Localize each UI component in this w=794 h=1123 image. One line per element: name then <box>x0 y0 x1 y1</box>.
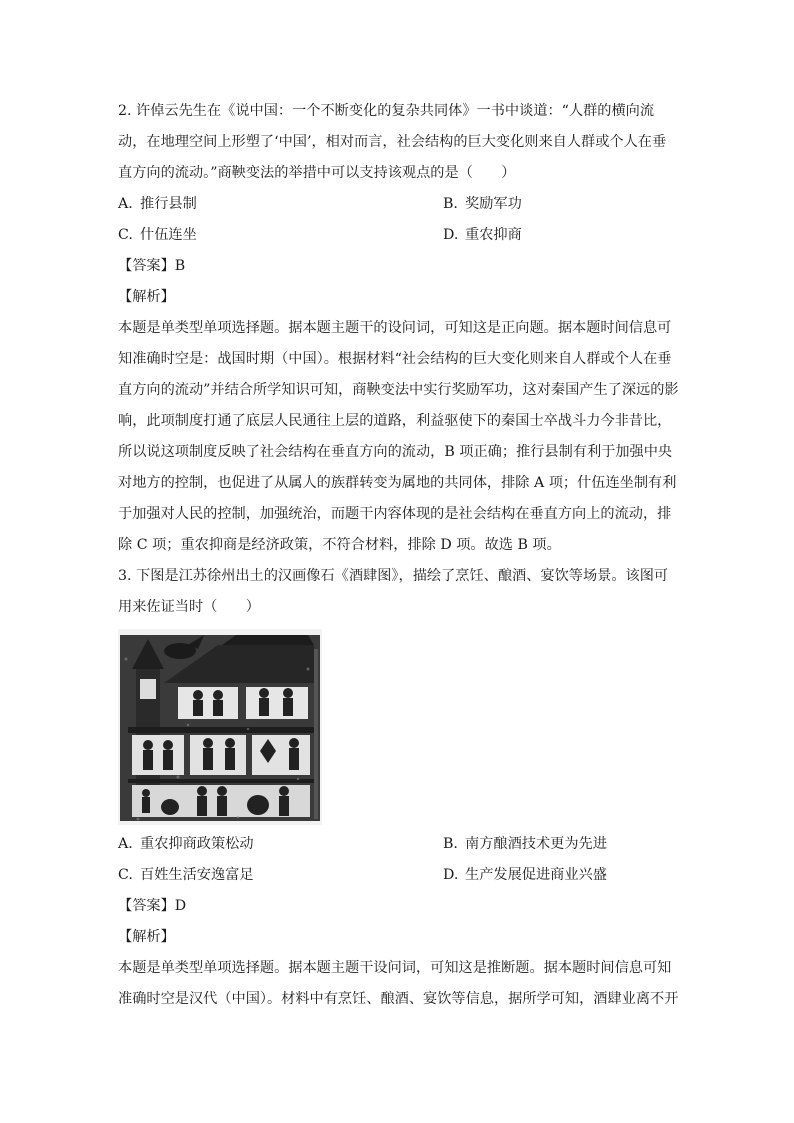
q3-answer: 【答案】D <box>118 898 187 914</box>
q2-stem-line-1: 2. 许倬云先生在《说中国：一个不断变化的复杂共同体》一书中谈道：“人群的横向流 <box>118 103 655 119</box>
q2-option-b <box>443 189 522 220</box>
q3-options-row-1 <box>118 829 684 860</box>
q3-option-a-letter: A. <box>118 836 133 852</box>
q2-analysis-line-6: 对地方的控制，也促进了从属人的族群转变为属地的共同体，排除 A 项；什伍连坐制有利 <box>118 475 677 491</box>
q2-option-d <box>443 220 522 251</box>
q3-analysis-line-1: 本题是单类型单项选择题。据本题主题干设问词，可知这是推断题。据本题时间信息可知 <box>118 960 672 976</box>
q2-option-c-letter: C. <box>118 227 133 243</box>
q2-option-a-text: 推行县制 <box>140 196 197 212</box>
q3-stem-line-1: 3. 下图是江苏徐州出土的汉画像石《酒肆图》，描绘了烹饪、酿酒、宴饮等场景。该图可 <box>118 568 669 584</box>
q2-option-c-text: 什伍连坐 <box>140 227 197 243</box>
q3-option-c-text: 百姓生活安逸富足 <box>140 867 254 883</box>
q2-option-b-text: 奖励军功 <box>465 196 522 212</box>
q2-option-c <box>118 220 197 251</box>
q2-analysis-label: 【解析】 <box>118 289 175 305</box>
q2-analysis-line-3: 直方向的流动”并结合所学知识可知，商鞅变法中实行奖励军功，这对秦国产生了深远的影 <box>118 382 679 398</box>
q3-analysis-line-2: 准确时空是汉代（中国）。材料中有烹饪、酿酒、宴饮等信息，据所学可知，酒肆业离不开 <box>118 991 679 1007</box>
q3-stem-line-2: 用来佐证当时（ ） <box>118 599 260 615</box>
question-3 <box>118 561 684 1015</box>
q2-analysis-line-1: 本题是单类型单项选择题。据本题主题干的设问词，可知这是正向题。据本题时间信息可 <box>118 320 672 336</box>
q2-analysis-line-2: 知准确时空是：战国时期（中国）。根据材料“社会结构的巨大变化则来自人群或个人在垂 <box>118 351 672 367</box>
q3-option-c <box>118 860 254 891</box>
q3-option-a-text: 重农抑商政策松动 <box>140 836 254 852</box>
q2-options-row-1 <box>118 189 684 220</box>
q2-analysis-line-8: 除 C 项；重农抑商是经济政策，不符合材料，排除 D 项。故选 B 项。 <box>118 537 561 553</box>
question-2 <box>118 96 684 561</box>
q3-option-a <box>118 829 254 860</box>
q2-option-d-letter: D. <box>443 227 459 243</box>
q3-option-b-text: 南方酿酒技术更为先进 <box>465 836 607 852</box>
q2-options-row-2 <box>118 220 684 251</box>
q2-option-b-letter: B. <box>443 196 458 212</box>
document-page <box>118 96 684 1015</box>
q3-options-row-2 <box>118 860 684 891</box>
q2-analysis-line-5: 所以说这项制度反映了社会结构在垂直方向的流动，B 项正确；推行县制有利于加强中央 <box>118 444 673 460</box>
q2-stem-line-2: 动，在地理空间上形塑了‘中国’，相对而言，社会结构的巨大变化则来自人群或个人在垂 <box>118 134 667 150</box>
q2-option-a-letter: A. <box>118 196 133 212</box>
q2-option-d-text: 重农抑商 <box>465 227 522 243</box>
q3-option-d-letter: D. <box>443 867 459 883</box>
q2-analysis-line-4: 响，此项制度打通了底层人民通往上层的道路，利益驱使下的秦国士卒战斗力今非昔比， <box>118 413 672 429</box>
q3-option-b <box>443 829 607 860</box>
q3-option-d-text: 生产发展促进商业兴盛 <box>465 867 607 883</box>
relief-rubbing-icon <box>118 629 322 825</box>
q3-option-c-letter: C. <box>118 867 133 883</box>
q2-answer: 【答案】B <box>118 258 186 274</box>
stone-relief-rubbing-image <box>118 629 322 825</box>
q2-analysis-line-7: 于加强对人民的控制，加强统治，而题干内容体现的是社会结构在垂直方向上的流动，排 <box>118 506 672 522</box>
q3-option-d <box>443 860 607 891</box>
q3-option-b-letter: B. <box>443 836 458 852</box>
q2-option-a <box>118 189 197 220</box>
q2-stem-line-3: 直方向的流动。”商鞅变法的举措中可以支持该观点的是（ ） <box>118 165 516 181</box>
q3-analysis-label: 【解析】 <box>118 929 175 945</box>
